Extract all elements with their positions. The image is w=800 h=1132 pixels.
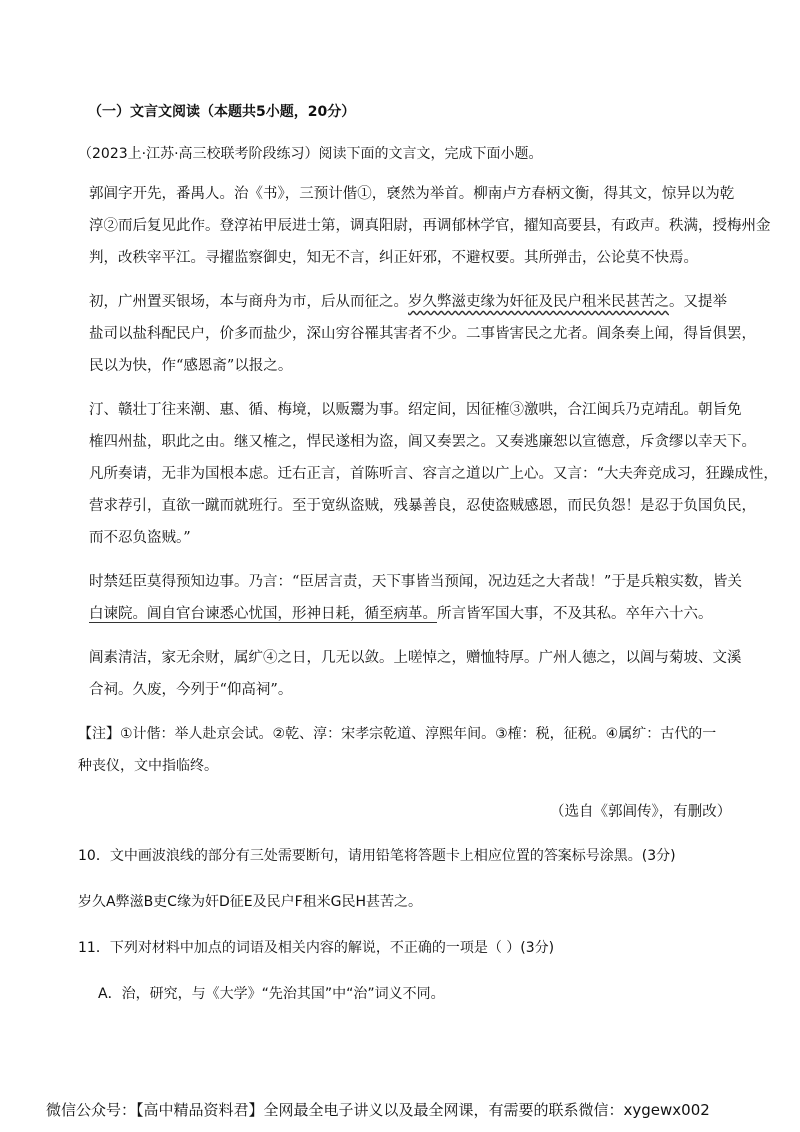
passage-p1-line3: 判，改秩宰平江。寻擢监察御史，知无不言，纠正奸邪，不避权要。其所弹击，公论莫不快焉。 <box>89 250 698 266</box>
passage-p5-line2: 合祠。久废，今列于“仰高祠”。 <box>89 682 293 698</box>
question-11: 11．下列对材料中加点的词语及相关内容的解说，不正确的一项是（ ）(3分) <box>78 940 555 956</box>
passage-p2-text-b: 。又提举 <box>669 294 727 310</box>
passage-p4-line1: 时禁廷臣莫得预知边事。乃言：“臣居言责，天下事皆当预闻，况边廷之大者哉！”于是兵粮实数，皆关 <box>89 574 742 590</box>
passage-p3-line5: 而不忍负盗贼。” <box>89 530 191 546</box>
wavy-underlined-passage: 岁久弊滋吏缘为奸征及民户租米民甚苦之 <box>408 294 669 310</box>
passage-p2-text-a: 初，广州置买银场，本与商舟为市，后从而征之。 <box>89 294 408 310</box>
underlined-sentence: 白谏院。阊自官台谏悉心忧国，形神日耗，循至病革。 <box>89 606 437 622</box>
footer-watermark: 微信公众号：【高中精品资料君】全网最全电子讲义以及最全网课，有需要的联系微信：xygewx002 <box>46 1101 710 1119</box>
section-heading: （一）文言文阅读（本题共5小题，20分） <box>88 104 356 120</box>
passage-p4-line2 <box>89 604 713 624</box>
notes-line1: 【注】①计偕：举人赴京会试。②乾、淳：宋孝宗乾道、淳熙年间。③榷：税，征税。④属纩：古代的一 <box>78 726 717 742</box>
source-line: （2023上·江苏·高三校联考阶段练习）阅读下面的文言文，完成下面小题。 <box>78 146 543 162</box>
question-10-options: 岁久A弊滋B吏C缘为奸D征E及民户F租米G民H甚苦之。 <box>78 894 423 910</box>
notes-line2: 种丧仪，文中指临终。 <box>78 758 218 774</box>
passage-p3-line1: 汀、赣壮丁往来潮、惠、循、梅境，以贩鬻为事。绍定间，因征榷③激哄，合江闽兵乃克靖乱。朝旨免 <box>89 402 742 418</box>
passage-p5-line1: 阊素清洁，家无余财，属纩④之日，几无以敛。上嗟悼之，赠恤特厚。广州人德之，以阊与菊坡、文溪 <box>89 650 742 666</box>
question-10: 10．文中画波浪线的部分有三处需要断句，请用铅笔将答题卡上相应位置的答案标号涂黑。(3分) <box>78 848 676 864</box>
question-11-option-a: A．治，研究，与《大学》“先治其国”中“治”词义不同。 <box>98 986 445 1002</box>
passage-p2-line1 <box>89 292 727 312</box>
passage-p1-line2: 淳②而后复见此作。登淳祐甲辰进士第，调真阳尉，再调郁林学官，擢知高要县，有政声。秩满，授梅州金 <box>89 218 771 234</box>
passage-p2-line3: 民以为快，作“感恩斋”以报之。 <box>89 358 293 374</box>
passage-source: （选自《郭阊传》，有删改） <box>550 804 732 820</box>
passage-p3-line4: 营求荐引，直欲一蹴而就班行。至于宽纵盗贼，残暴善良，忍使盗贼感恩，而民负怨！是忍于负国负民， <box>89 498 756 514</box>
passage-p3-line3: 凡所奏请，无非为国根本虑。迁右正言，首陈听言、容言之道以广上心。又言：“大夫奔竞成习，狂躁成性， <box>89 466 778 482</box>
passage-p3-line2: 榷四州盐，职此之由。继又榷之，悍民遂相为盗，阊又奏罢之。又奏逃廉恕以宣德意，斥贪缪以幸天下。 <box>89 434 756 450</box>
passage-p2-line2: 盐司以盐科配民户，价多而盐少，深山穷谷罹其害者不少。二事皆害民之尤者。阊条奏上闻，得旨俱罢， <box>89 326 756 342</box>
passage-p4-text-b: 所言皆军国大事，不及其私。卒年六十六。 <box>437 606 713 622</box>
passage-p1-line1: 郭阊字开先，番禺人。治《书》，三预计偕①，褎然为举首。柳南卢方春柄文衡，得其文，惊异以为乾 <box>89 186 735 202</box>
